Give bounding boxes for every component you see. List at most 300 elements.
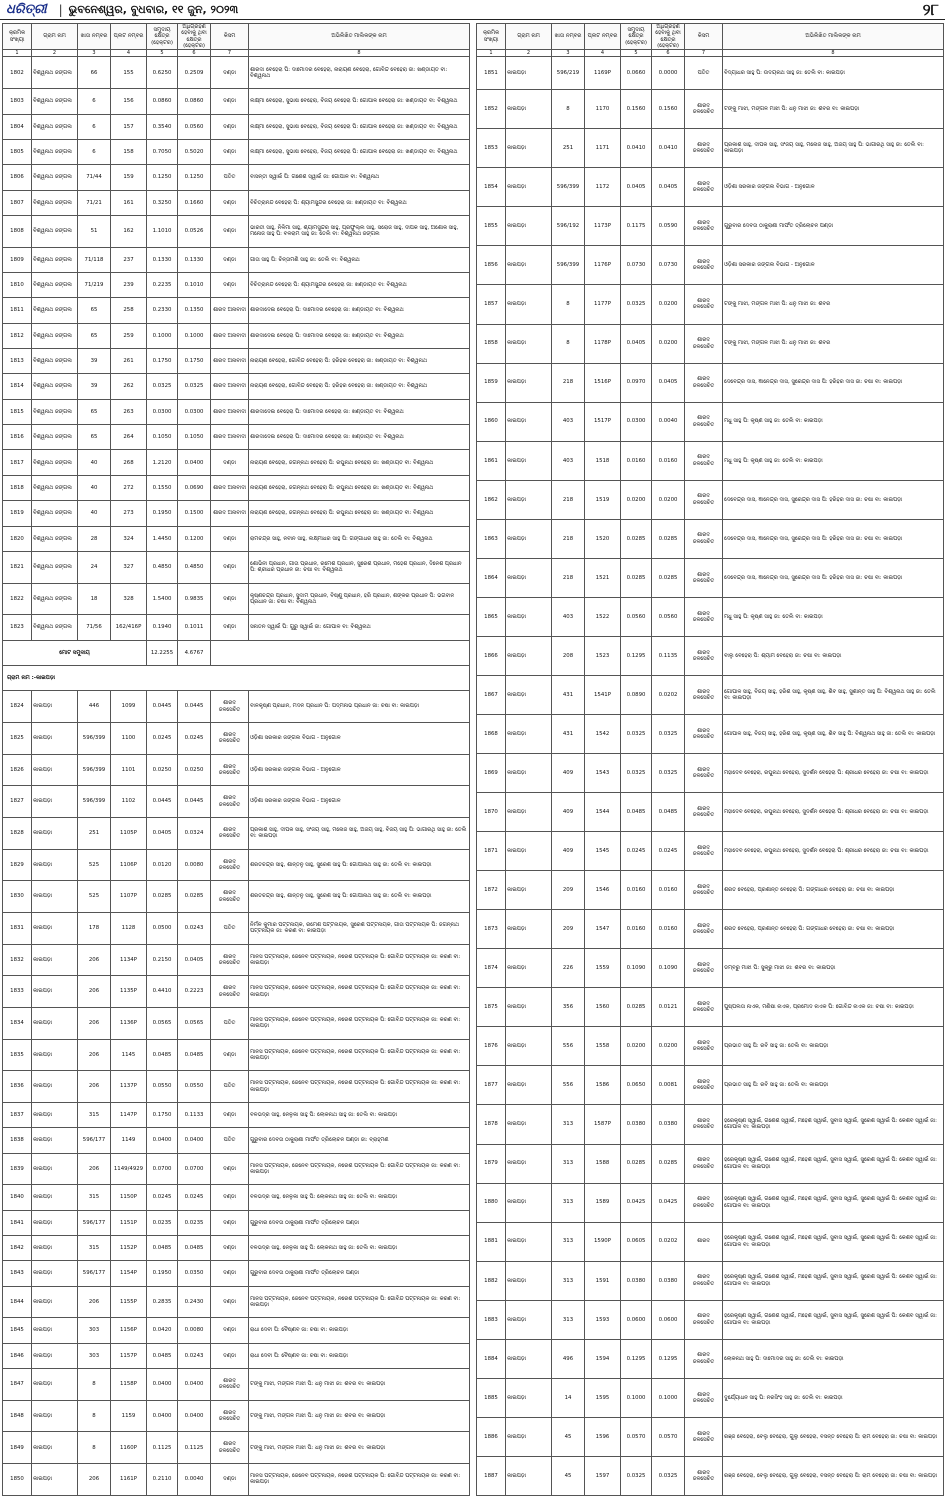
land-kisam: ଶାରଦ ଜଳସେଚିତ (685, 597, 723, 636)
serial-number: 1852 (477, 90, 506, 129)
total-area: 0.1000 (147, 323, 178, 348)
plot-number: 1149/4929 (111, 1153, 147, 1185)
table-row (477, 129, 944, 168)
owner-names: ମାନସ ପଟ୍ଟନାୟକ, ଜେନେବ ପଟ୍ଟନାୟକ, ନରେଶ ପଟ୍ଟନାୟକ ପି: ଗୋବିନ୍ଦ ପଟ୍ଟନାୟକ ଜା: କରଣ ବା: କାଇପଡ଼ା (249, 1039, 470, 1071)
serial-number: 1868 (477, 714, 506, 753)
owner-names: ଓଡ଼ିଶା ସରକାର ଜଙ୍ଗଲ ବିଭାଗ - ଅନୁଗୋଳ (723, 246, 944, 285)
serial-number: 1838 (3, 1128, 32, 1153)
serial-number: 1833 (3, 976, 32, 1008)
plot-number: 1105P (111, 817, 147, 849)
acquired-area: 0.0325 (652, 1456, 685, 1495)
plot-number: 157 (111, 114, 147, 139)
land-kisam: ଶାରଦ ଜଳସେଚିତ (685, 207, 723, 246)
khata-number: 206 (78, 1463, 111, 1495)
serial-number: 1857 (477, 285, 506, 324)
village-name: କାଇପଡ଼ା (32, 1071, 78, 1103)
plot-number: 1591 (585, 1261, 621, 1300)
serial-number: 1883 (477, 1300, 506, 1339)
khata-number: 39 (78, 374, 111, 399)
column-header: କିସମ (211, 24, 249, 50)
total-area: 0.6250 (147, 57, 178, 89)
owner-names: ମଧୁ ସାହୁ ପି: କୃଷ୍ଣ ସାହୁ ଜା: ତେଲି ବା: କାଇପଡ଼ା (723, 597, 944, 636)
total-area: 0.0445 (147, 786, 178, 818)
owner-names: ଟଙ୍କୁ ମାଝୀ, ମଙ୍ଗଳ ମାଝୀ ପି: ଧନୁ ମାଝୀ ଜା: ଶବର ବା: କାଇପଡ଼ା (249, 1369, 470, 1401)
owner-names: ବିଦ୍ୟାଧର ସାହୁ ପି: ଉଦୟନାଥ ସାହୁ ଜା: ତେଲି ବା: କାଇପଡ଼ା (723, 57, 944, 90)
plot-number: 1589 (585, 1183, 621, 1222)
khata-number: 8 (78, 1432, 111, 1464)
acquired-area: 0.1330 (178, 247, 211, 272)
serial-number: 1806 (3, 165, 32, 190)
total-area: 0.0425 (621, 1183, 652, 1222)
khata-number: 51 (78, 215, 111, 247)
land-kisam: ଶାରଦ ଅନାବାଦୀ (211, 475, 249, 500)
owner-names: ଗୁରୁବାର ଦେବତା ଠାକୁରାଣୀ ମାର୍ଫତ ତ୍ରିଲୋଚନ ପଣ୍ଡା (249, 1210, 470, 1235)
khata-number: 209 (552, 871, 585, 910)
owner-names: ହରେକୃଷ୍ଣ ସ୍ୱାଇଁ, ଗଣେଶ ସ୍ୱାଇଁ, ମହେଶ ସ୍ୱାଇଁ, ସୁବାସ ସ୍ୱାଇଁ, ସୁରେଶ ସ୍ୱାଇଁ ପି: କେଶବ ସ୍ୱାଇଁ ଜା: ଗୋପାଳ ବା: କାଇପଡ଼ା (723, 1105, 944, 1144)
total-area: 0.1560 (621, 90, 652, 129)
village-name: ବିଶ୍ୱନାଥ ଜଙ୍ଗଲ (32, 349, 78, 374)
total-area: 0.7050 (147, 139, 178, 164)
table-row (477, 324, 944, 363)
serial-number: 1858 (477, 324, 506, 363)
table-header-right (477, 24, 944, 57)
village-name: କାଇପଡ଼ା (506, 832, 552, 871)
owner-names: ରଞ୍ଜ ବେହେରା, ବେଲୁ ବେହେରା, ଗୁଲୁ ବେହେରା, ବସନ୍ତ ବେହେରା ପି: ରାମ ବେହେରା ଜା: ଚଷା ବା: କାଇପଡ଼ା (723, 1456, 944, 1495)
acquired-area: 0.0560 (178, 114, 211, 139)
total-area: 0.0445 (147, 691, 178, 723)
table-row (3, 57, 470, 89)
total-area: 0.0285 (621, 988, 652, 1027)
table-row (3, 1261, 470, 1286)
newspaper-logo: ଧରିତ୍ରୀ (6, 2, 47, 17)
serial-number: 1844 (3, 1286, 32, 1318)
khata-number: 8 (552, 324, 585, 363)
total-area: 0.0285 (621, 1144, 652, 1183)
land-kisam: ଶାରଦ ଜଳସେଚିତ (685, 1066, 723, 1105)
land-kisam: ଶାରଦ ଜଳସେଚିତ (685, 324, 723, 363)
column-number: 2 (32, 50, 78, 57)
owner-names: ସନାତନ ସ୍ୱାଇଁ ପି: ଗୁରୁ ସ୍ୱାଇଁ ଜା: ଗୋପାଳ ବା: ବିଶ୍ୱନାଥ (249, 615, 470, 640)
serial-number: 1840 (3, 1185, 32, 1210)
column-number: 2 (506, 50, 552, 57)
serial-number: 1867 (477, 675, 506, 714)
column-number: 1 (477, 50, 506, 57)
owner-names: ବାଲୁ ବେହେରା ପି: ଶ୍ୟାମ ବେହେରା ଜା: ଚଷା ବା: କାଇପଡ଼ା (723, 636, 944, 675)
total-area: 0.0200 (621, 480, 652, 519)
village-name: କାଇପଡ଼ା (32, 1261, 78, 1286)
column-number: 4 (585, 50, 621, 57)
acquired-area: 0.0200 (652, 285, 685, 324)
khata-number: 303 (78, 1343, 111, 1368)
total-area: 12.2255 (147, 640, 178, 665)
serial-number: 1885 (477, 1378, 506, 1417)
table-row (3, 165, 470, 190)
plot-number: 237 (111, 247, 147, 272)
village-name: କାଇପଡ଼ା (32, 1235, 78, 1260)
plot-number: 1100 (111, 722, 147, 754)
acquired-area: 0.1135 (652, 636, 685, 675)
total-area: 0.1750 (147, 1102, 178, 1127)
khata-number: 313 (552, 1300, 585, 1339)
column-number: 8 (723, 50, 944, 57)
land-kisam: ଶାରଦ ଜଳସେଚିତ (685, 129, 723, 168)
land-kisam: ଦଣ୍ଡା (211, 1318, 249, 1343)
land-kisam: ଦଣ୍ଡା (211, 1102, 249, 1127)
left-column (2, 23, 469, 1496)
village-name: କାଇପଡ଼ା (32, 1185, 78, 1210)
serial-number: 1850 (3, 1463, 32, 1495)
village-name: କାଇପଡ଼ା (506, 1066, 552, 1105)
table-row (477, 1066, 944, 1105)
land-kisam: ଶାରଦ ଜଳସେଚିତ (685, 988, 723, 1027)
owner-names: ଓଡ଼ିଶା ସରକାର ଜଙ୍ଗଲ ବିଭାଗ - ଅନୁଗୋଳ (249, 786, 470, 818)
serial-number: 1828 (3, 817, 32, 849)
total-area: 0.0160 (621, 871, 652, 910)
plot-number: 1541P (585, 675, 621, 714)
total-area: 0.0400 (147, 1369, 178, 1401)
khata-number: 45 (552, 1417, 585, 1456)
plot-number: 239 (111, 272, 147, 297)
land-kisam: ଶାରଦ ଜଳସେଚିତ (211, 1400, 249, 1432)
total-area: 0.0410 (621, 129, 652, 168)
total-area: 0.1050 (147, 425, 178, 450)
owner-names: ଶାରଦାଦେଇ ବେହେରା ପି: ଦାମୋଦର ବେହେରା ଜା: ଖଣ୍ଡାୟତ ବା: ବିଶ୍ୱନାଥ (249, 399, 470, 424)
khata-number: 6 (78, 89, 111, 114)
owner-names: ମାନସ ପଟ୍ଟନାୟକ, ଜେନେବ ପଟ୍ଟନାୟକ, ନରେଶ ପଟ୍ଟନାୟକ ପି: ଗୋବିନ୍ଦ ପଟ୍ଟନାୟକ ଜା: କରଣ ବା: କାଇପଡ଼ା (249, 1071, 470, 1103)
owner-names: ଶରତ ବେହେରା, ପ୍ରଶାନ୍ତ ବେହେରା ପି: ଗଙ୍ଗାଧର ବେହେରା ଜା: ଚଷା ବା: କାଇପଡ଼ା (723, 871, 944, 910)
column-number: 8 (249, 50, 470, 57)
khata-number: 313 (552, 1222, 585, 1261)
village-name: କାଇପଡ଼ା (506, 324, 552, 363)
total-area: 0.0120 (147, 849, 178, 881)
table-row (477, 1339, 944, 1378)
plot-number: 1522 (585, 597, 621, 636)
acquired-area: 0.0425 (652, 1183, 685, 1222)
acquired-area: 0.0600 (652, 1300, 685, 1339)
village-name: କାଇପଡ଼ା (506, 675, 552, 714)
land-kisam: ଶାରଦ ଜଳସେଚିତ (211, 754, 249, 786)
acquired-area: 0.0485 (178, 1235, 211, 1260)
land-kisam: ଶାରଦ ଜଳସେଚିତ (685, 1456, 723, 1495)
khata-number: 206 (78, 1007, 111, 1039)
khata-number: 403 (552, 441, 585, 480)
plot-number: 1155P (111, 1286, 147, 1318)
serial-number: 1822 (3, 583, 32, 615)
total-area: 0.0400 (147, 1400, 178, 1432)
village-name: କାଇପଡ଼ା (32, 1153, 78, 1185)
total-area: 1.5400 (147, 583, 178, 615)
plot-number: 1521 (585, 558, 621, 597)
village-name: କାଇପଡ଼ା (506, 1417, 552, 1456)
serial-number: 1830 (3, 881, 32, 913)
total-area: 1.1010 (147, 215, 178, 247)
serial-number: 1873 (477, 910, 506, 949)
table-row (3, 944, 470, 976)
table-row (3, 89, 470, 114)
acquired-area: 0.0235 (178, 1210, 211, 1235)
column-number: 6 (652, 50, 685, 57)
owner-names: ଲକ୍ଷ୍ମୀ ବେହେରା, ସୁଭାଷ ବେହେରା, ବିଜୟ ବେହେରା ପି: ଗୋପାଳ ବେହେରା ଜା: ଖଣ୍ଡାୟତ ବା: ବିଶ୍ୱନାଥ (249, 89, 470, 114)
plot-number: 1176P (585, 246, 621, 285)
page-number: ୨୮ (922, 0, 939, 19)
table-row (477, 1027, 944, 1066)
serial-number: 1877 (477, 1066, 506, 1105)
serial-number: 1865 (477, 597, 506, 636)
owner-names: ମାନସ ପଟ୍ଟନାୟକ, ଜେନେବ ପଟ୍ଟନାୟକ, ନରେଶ ପଟ୍ଟନାୟକ ପି: ଗୋବିନ୍ଦ ପଟ୍ଟନାୟକ ଜା: କରଣ ବା: କାଇପଡ଼ା (249, 1463, 470, 1495)
acquired-area: 0.1560 (652, 90, 685, 129)
total-area: 0.1295 (621, 636, 652, 675)
table-body-right (477, 57, 944, 1495)
khata-number: 206 (78, 1071, 111, 1103)
owner-names: ନାରାୟଣ ବେହେରା, ଜଗନ୍ନାଥ ବେହେରା ପି: ରଘୁନାଥ ବେହେରା ଜା: ଖଣ୍ଡାୟତ ବା: ବିଶ୍ୱନାଥ (249, 450, 470, 475)
column-header: ସମୁଦାୟ କ୍ଷେତ୍ର (ହେକ୍ଟର) (621, 24, 652, 50)
village-name: ବିଶ୍ୱନାଥ ଜଙ୍ଗଲ (32, 114, 78, 139)
serial-number: 1808 (3, 215, 32, 247)
khata-number: 525 (78, 881, 111, 913)
total-area: 0.0890 (621, 675, 652, 714)
village-name: କାଇପଡ଼ା (32, 817, 78, 849)
land-kisam: ଦଣ୍ଡା (211, 1261, 249, 1286)
table-row (3, 399, 470, 424)
plot-number: 1593 (585, 1300, 621, 1339)
acquired-area: 0.0860 (178, 89, 211, 114)
total-area: 0.0325 (621, 754, 652, 793)
owner-names: ହରେକୃଷ୍ଣ ସ୍ୱାଇଁ, ଗଣେଶ ସ୍ୱାଇଁ, ମହେଶ ସ୍ୱାଇଁ, ସୁବାସ ସ୍ୱାଇଁ, ସୁରେଶ ସ୍ୱାଇଁ ପି: କେଶବ ସ୍ୱାଇଁ ଜା: ଗୋପାଳ ବା: କାଇପଡ଼ା (723, 1144, 944, 1183)
table-row (3, 1318, 470, 1343)
serial-number: 1848 (3, 1400, 32, 1432)
total-area: 0.0500 (147, 912, 178, 944)
acquired-area: 0.0325 (652, 754, 685, 793)
khata-number: 596/399 (552, 168, 585, 207)
owner-names: ନିର୍ମଳ କୁମାର ପଟ୍ଟନାୟକ, ରମେଶ ପଟ୍ଟନାୟକ, ସୁରେଶ ପଟ୍ଟନାୟକ, ଗୀତା ପଟ୍ଟନାୟକ ପି: ଜଗନ୍ନାଥ ପଟ୍ଟନାୟକ ଜା: କରଣ ବା: କାଇପଡ଼ା (249, 912, 470, 944)
total-area: 0.2835 (147, 1286, 178, 1318)
owner-names: ଓଡ଼ିଶା ସରକାର ଜଙ୍ଗଲ ବିଭାଗ - ଅନୁଗୋଳ (249, 754, 470, 786)
table-header-left (3, 24, 470, 57)
total-area: 0.0245 (147, 722, 178, 754)
table-row (3, 1432, 470, 1464)
village-name: କାଇପଡ଼ା (32, 944, 78, 976)
village-name: କାଇପଡ଼ା (32, 1128, 78, 1153)
land-kisam: ଦଣ୍ଡା (211, 1039, 249, 1071)
land-table-left (2, 23, 470, 1496)
owner-names: ଶରତ ବେହେରା, ପ୍ରଶାନ୍ତ ବେହେରା ପି: ଗଙ୍ଗାଧର ବେହେରା ଜା: ଚଷା ବା: କାଇପଡ଼ା (723, 910, 944, 949)
column-header: କିସମ (685, 24, 723, 50)
land-kisam: ଦଣ୍ଡା (211, 615, 249, 640)
plot-number: 1172 (585, 168, 621, 207)
total-area: 0.0245 (621, 832, 652, 871)
table-row (477, 949, 944, 988)
village-name: କାଇପଡ଼ା (506, 558, 552, 597)
table-row (3, 139, 470, 164)
total-area: 0.0325 (621, 1456, 652, 1495)
owner-names: ଲକ୍ଷ୍ମୀ ବେହେରା, ସୁଭାଷ ବେହେରା, ବିଜୟ ବେହେରା ପି: ଗୋପାଳ ବେହେରା ଜା: ଖଣ୍ଡାୟତ ବା: ବିଶ୍ୱନାଥ (249, 114, 470, 139)
village-name: ବିଶ୍ୱନାଥ ଜଙ୍ଗଲ (32, 247, 78, 272)
plot-number: 162 (111, 215, 147, 247)
table-row (3, 817, 470, 849)
land-kisam: ଶାରଦ ଜଳସେଚିତ (685, 871, 723, 910)
total-area: 0.2330 (147, 298, 178, 323)
serial-number: 1811 (3, 298, 32, 323)
table-row (3, 691, 470, 723)
village-name: ବିଶ୍ୱନାଥ ଜଙ୍ଗଲ (32, 526, 78, 551)
table-row (3, 615, 470, 640)
plot-number: 258 (111, 298, 147, 323)
owner-names: ବଳଭଦ୍ର ସାହୁ, ନେଳୁକା ସାହୁ ପି: ଲୋକନାଥ ସାହୁ ଜା: ତେଲି ବା: କାଇପଡ଼ା (249, 1102, 470, 1127)
acquired-area: 0.0040 (178, 1463, 211, 1495)
column-header: ଅଭିଲିଖିତ ମାଲିକଙ୍କ ନାମ (723, 24, 944, 50)
plot-number: 158 (111, 139, 147, 164)
total-area: 0.1000 (621, 1378, 652, 1417)
table-row (3, 1343, 470, 1368)
table-row (3, 114, 470, 139)
plot-number: 1137P (111, 1071, 147, 1103)
total-area: 0.0160 (621, 910, 652, 949)
column-number: 4 (111, 50, 147, 57)
land-kisam: ଶାରଦ ଜଳସେଚିତ (685, 832, 723, 871)
acquired-area: 0.0400 (178, 1369, 211, 1401)
plot-number: 1178P (585, 324, 621, 363)
owner-names: ଶୋଭିନୀ ପ୍ରଧାନ, ଗୀତା ପ୍ରଧାନ, ରମେଶ ପ୍ରଧାନ, ସୁରେଶ ପ୍ରଧାନ, ମହେଶ ପ୍ରଧାନ, ଦିନେଶ ପ୍ରଧାନ ପି: ଶ୍ରୀଧର ପ୍ରଧାନ ଜା: ଚଷା ବା: ବିଶ୍ୱନାଥ (249, 551, 470, 583)
village-name: କାଇପଡ଼ା (506, 363, 552, 402)
plot-number: 155 (111, 57, 147, 89)
village-name: ବିଶ୍ୱନାଥ ଜଙ୍ଗଲ (32, 615, 78, 640)
village-name: ବିଶ୍ୱନାଥ ଜଙ୍ଗଲ (32, 298, 78, 323)
total-area: 0.0300 (621, 402, 652, 441)
village-name: କାଇପଡ଼ା (32, 849, 78, 881)
plot-number: 324 (111, 526, 147, 551)
table-row (3, 298, 470, 323)
land-kisam: ଶାରଦ ଅନାବାଦୀ (211, 323, 249, 348)
table-row (477, 558, 944, 597)
khata-number: 65 (78, 323, 111, 348)
owner-names: ଦେବେନ୍ଦ୍ର ଦାସ, ଜ୍ଞାନେନ୍ଦ୍ର ଦାସ, ସୁରେନ୍ଦ୍ର ଦାସ ପି: ହରିହର ଦାସ ଜା: ଚଷା ବା: କାଇପଡ଼ା (723, 519, 944, 558)
village-name: କାଇପଡ଼ା (32, 976, 78, 1008)
total-area: 0.0605 (621, 1222, 652, 1261)
khata-number: 313 (552, 1183, 585, 1222)
acquired-area: 0.0324 (178, 817, 211, 849)
total-empty (211, 640, 470, 665)
plot-number: 1152P (111, 1235, 147, 1260)
total-area: 0.0405 (621, 168, 652, 207)
acquired-area: 0.0080 (178, 1318, 211, 1343)
acquired-area: 0.0160 (652, 910, 685, 949)
serial-number: 1823 (3, 615, 32, 640)
masthead (0, 0, 945, 20)
acquired-area: 0.0485 (652, 793, 685, 832)
land-kisam: ଶାରଦ ଅନାବାଦୀ (211, 501, 249, 526)
land-kisam: ଦଣ୍ଡା (211, 247, 249, 272)
serial-number: 1816 (3, 425, 32, 450)
plot-number: 1588 (585, 1144, 621, 1183)
khata-number: 596/177 (78, 1128, 111, 1153)
total-area: 0.1330 (147, 247, 178, 272)
total-area: 0.1940 (147, 615, 178, 640)
serial-number: 1872 (477, 871, 506, 910)
acquired-area: 0.1133 (178, 1102, 211, 1127)
land-kisam: ଦଣ୍ଡା (211, 57, 249, 89)
serial-number: 1809 (3, 247, 32, 272)
owner-names: ମାନସ ପଟ୍ଟନାୟକ, ଜେନେବ ପଟ୍ଟନାୟକ, ନରେଶ ପଟ୍ଟନାୟକ ପି: ଗୋବିନ୍ଦ ପଟ୍ଟନାୟକ ଜା: କରଣ ବା: କାଇପଡ଼ା (249, 1286, 470, 1318)
owner-names: ପ୍ରକାଶ ସାହୁ, ଦୀପକ ସାହୁ, ସଂଜୟ ସାହୁ, ମନୋଜ ସାହୁ, ଅଜୟ ସାହୁ, ବିଜୟ ସାହୁ ପି: ଭାଗୀରଥି ସାହୁ ଜା: ତେଲି ବା: କାଇପଡ଼ା (249, 817, 470, 849)
village-name: କାଇପଡ଼ା (506, 793, 552, 832)
khata-number: 8 (552, 285, 585, 324)
village-name: ବିଶ୍ୱନାଥ ଜଙ୍ଗଲ (32, 190, 78, 215)
village-name: ବିଶ୍ୱନାଥ ଜଙ୍ଗଲ (32, 425, 78, 450)
owner-names: ବିଚିତ୍ରାନନ୍ଦ ବେହେରା ପି: ଶ୍ୟାମସୁନ୍ଦର ବେହେରା ଜା: ଖଣ୍ଡାୟତ ବା: ବିଶ୍ୱନାଥ (249, 272, 470, 297)
serial-number: 1884 (477, 1339, 506, 1378)
serial-number: 1887 (477, 1456, 506, 1495)
column-header: ଖାତା ନମ୍ବର (552, 24, 585, 50)
serial-number: 1845 (3, 1318, 32, 1343)
acquired-area: 0.0245 (178, 722, 211, 754)
khata-number: 66 (78, 57, 111, 89)
column-number: 5 (621, 50, 652, 57)
owner-names: ଟଙ୍କୁ ମାଝୀ, ମଙ୍ଗଳ ମାଝୀ ପି: ଧନୁ ମାଝୀ ଜା: ଶବର ବା: କାଇପଡ଼ା (723, 90, 944, 129)
land-kisam: ଶାରଦ ଜଳସେଚିତ (685, 363, 723, 402)
owner-names: ମହାଦେବ ବେହେରା, ରଘୁନାଥ ବେହେରା, ସୁଦର୍ଶନ ବେହେରା ପି: ଶ୍ରୀଧର ବେହେରା ଜା: ଚଷା ବା: କାଇପଡ଼ା (723, 793, 944, 832)
acquired-area: 0.0285 (652, 558, 685, 597)
land-kisam: ଦଣ୍ଡା (211, 526, 249, 551)
plot-number: 1107P (111, 881, 147, 913)
owner-names: ଶାରଦାଦେଇ ବେହେରା ପି: ଦାମୋଦର ବେହେରା ଜା: ଖଣ୍ଡାୟତ ବା: ବିଶ୍ୱନାଥ (249, 323, 470, 348)
plot-number: 1516P (585, 363, 621, 402)
total-area: 0.0325 (147, 374, 178, 399)
owner-names: ବଳଭଦ୍ର ସାହୁ, ନେଳୁକା ସାହୁ ପି: ଲୋକନାଥ ସାହୁ ଜା: ତେଲି ବା: କାଇପଡ଼ା (249, 1185, 470, 1210)
khata-number: 40 (78, 475, 111, 500)
owner-names: ମହାଦେବ ବେହେରା, ରଘୁନାଥ ବେହେରା, ସୁଦର୍ଶନ ବେହେରା ପି: ଶ୍ରୀଧର ବେହେରା ଜା: ଚଷା ବା: କାଇପଡ଼ା (723, 754, 944, 793)
table-row (3, 551, 470, 583)
table-row (3, 1185, 470, 1210)
khata-number: 315 (78, 1235, 111, 1260)
khata-number: 24 (78, 551, 111, 583)
serial-number: 1820 (3, 526, 32, 551)
land-kisam: ପତିତ (211, 1071, 249, 1103)
table-row (477, 207, 944, 246)
serial-number: 1875 (477, 988, 506, 1027)
khata-number: 28 (78, 526, 111, 551)
village-name: ବିଶ୍ୱନାଥ ଜଙ୍ଗଲ (32, 215, 78, 247)
total-area: 0.0325 (621, 285, 652, 324)
serial-number: 1841 (3, 1210, 32, 1235)
land-kisam: ଶାରଦ ଜଳସେଚିତ (685, 910, 723, 949)
serial-number: 1860 (477, 402, 506, 441)
total-area: 0.0300 (147, 399, 178, 424)
column-header: ଗ୍ରାମ ନାମ (32, 24, 78, 50)
land-kisam: ଦଣ୍ଡା (211, 1235, 249, 1260)
village-name: ବିଶ୍ୱନାଥ ଜଙ୍ଗଲ (32, 165, 78, 190)
acquired-area: 0.0202 (652, 675, 685, 714)
owner-names: ହରେକୃଷ୍ଣ ସ୍ୱାଇଁ, ଗଣେଶ ସ୍ୱାଇଁ, ମହେଶ ସ୍ୱାଇଁ, ସୁବାସ ସ୍ୱାଇଁ, ସୁରେଶ ସ୍ୱାଇଁ ପି: କେଶବ ସ୍ୱାଇଁ ଜା: ଗୋପାଳ ବା: କାଇପଡ଼ା (723, 1183, 944, 1222)
land-kisam: ଶାରଦ ଜଳସେଚିତ (685, 793, 723, 832)
acquired-area: 0.0080 (178, 849, 211, 881)
plot-number: 1542 (585, 714, 621, 753)
plot-number: 161 (111, 190, 147, 215)
plot-number: 1586 (585, 1066, 621, 1105)
table-row (477, 480, 944, 519)
land-kisam: ଶାରଦ ଜଳସେଚିତ (685, 675, 723, 714)
table-row (3, 1369, 470, 1401)
table-row (477, 754, 944, 793)
total-area: 0.0730 (621, 246, 652, 285)
serial-number: 1856 (477, 246, 506, 285)
plot-number: 159 (111, 165, 147, 190)
village-name: କାଇପଡ଼ା (32, 1039, 78, 1071)
owner-names: ଶାରଦାଦେଇ ବେହେରା ପି: ଦାମୋଦର ବେହେରା ଜା: ଖଣ୍ଡାୟତ ବା: ବିଶ୍ୱନାଥ (249, 425, 470, 450)
village-section-title: ଗ୍ରାମ ନାମ :-କାଇପଡ଼ା (3, 665, 470, 690)
acquired-area: 0.4850 (178, 551, 211, 583)
village-name: କାଇପଡ଼ା (506, 597, 552, 636)
plot-number: 1523 (585, 636, 621, 675)
